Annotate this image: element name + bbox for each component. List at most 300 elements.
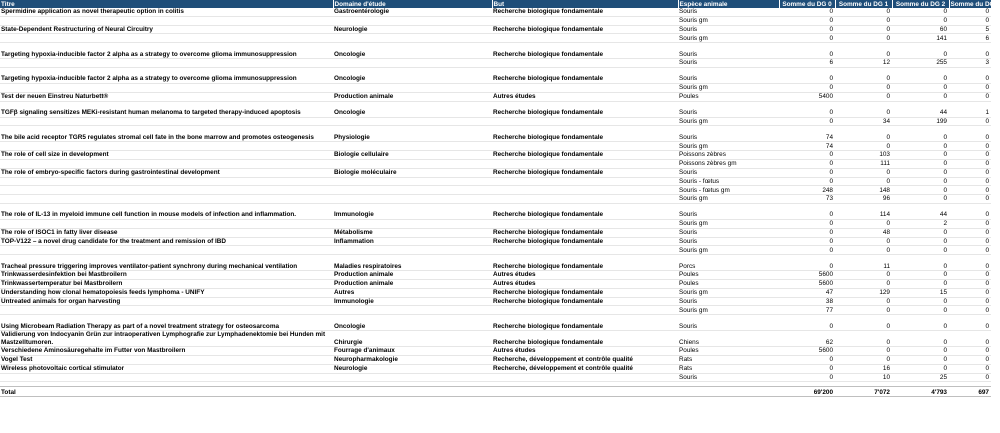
dg3-cell: 0: [949, 142, 991, 151]
dg2-cell: 0: [892, 237, 949, 246]
dg0-cell: 0: [779, 151, 835, 160]
title-cell: [0, 219, 333, 228]
title-cell: The role of IL-13 in myeloid immune cell function in mouse models of infection and inflammation.: [0, 203, 333, 219]
title-cell: [0, 186, 333, 195]
header-espece[interactable]: Espèce animale: [678, 0, 779, 8]
table-row[interactable]: [0, 101, 991, 117]
total-dg0: 69'200: [779, 387, 835, 397]
dg1-cell: 0: [835, 246, 892, 255]
title-cell: [0, 34, 333, 43]
domain-cell: Oncologie: [333, 43, 492, 59]
species-cell: Souris: [678, 228, 779, 237]
table-row[interactable]: [0, 126, 991, 142]
dg1-cell: 0: [835, 101, 892, 117]
dg0-cell: 0: [779, 255, 835, 271]
domain-cell: Neurologie: [333, 25, 492, 34]
species-cell: Souris: [678, 126, 779, 142]
dg2-cell: 0: [892, 195, 949, 204]
title-cell: [0, 83, 333, 92]
title-cell: [0, 159, 333, 168]
header-dg0[interactable]: Somme du DG 0: [779, 0, 835, 8]
dg0-cell: 0: [779, 83, 835, 92]
table-row[interactable]: [0, 117, 991, 126]
domain-cell: Gastroentérologie: [333, 8, 492, 16]
species-cell: Poules: [678, 271, 779, 280]
goal-cell: [492, 16, 678, 25]
dg0-cell: 0: [779, 219, 835, 228]
dg0-cell: 0: [779, 237, 835, 246]
species-cell: Chiens: [678, 331, 779, 347]
dg3-cell: 5: [949, 25, 991, 34]
domain-cell: [333, 34, 492, 43]
dg2-cell: 44: [892, 203, 949, 219]
dg0-cell: 74: [779, 142, 835, 151]
dg0-cell: 0: [779, 16, 835, 25]
dg2-cell: 0: [892, 8, 949, 16]
dg1-cell: 0: [835, 306, 892, 315]
dg2-cell: 0: [892, 279, 949, 288]
domain-cell: Autres: [333, 288, 492, 297]
dg2-cell: 0: [892, 159, 949, 168]
species-cell: Souris: [678, 67, 779, 83]
table-row[interactable]: [0, 288, 991, 297]
goal-cell: Recherche biologique fondamentale: [492, 297, 678, 306]
dg1-cell: 0: [835, 168, 892, 177]
dg1-cell: 12: [835, 59, 892, 68]
dg3-cell: 0: [949, 373, 991, 382]
dg1-cell: 129: [835, 288, 892, 297]
dg1-cell: 0: [835, 34, 892, 43]
dg0-cell: 0: [779, 355, 835, 364]
species-cell: Souris: [678, 8, 779, 16]
table-row[interactable]: [0, 177, 991, 186]
goal-cell: [492, 159, 678, 168]
dg1-cell: 114: [835, 203, 892, 219]
dg0-cell: 0: [779, 168, 835, 177]
species-cell: Souris: [678, 59, 779, 68]
goal-cell: Recherche biologique fondamentale: [492, 203, 678, 219]
dg0-cell: 0: [779, 315, 835, 331]
dg3-cell: 0: [949, 159, 991, 168]
goal-cell: Recherche, développement et contrôle qualité: [492, 364, 678, 373]
dg1-cell: 34: [835, 117, 892, 126]
species-cell: Souris - fœtus: [678, 177, 779, 186]
species-cell: Souris: [678, 43, 779, 59]
goal-cell: [492, 59, 678, 68]
dg2-cell: 0: [892, 331, 949, 347]
domain-cell: Biologie cellulaire: [333, 151, 492, 160]
dg2-cell: 0: [892, 126, 949, 142]
goal-cell: [492, 186, 678, 195]
dg1-cell: 0: [835, 8, 892, 16]
dg2-cell: 0: [892, 186, 949, 195]
species-cell: Souris: [678, 297, 779, 306]
header-dg2[interactable]: Somme du DG 2: [892, 0, 949, 8]
table-row[interactable]: [0, 186, 991, 195]
species-cell: Souris gm: [678, 117, 779, 126]
domain-cell: [333, 59, 492, 68]
dg0-cell: 5400: [779, 92, 835, 101]
goal-cell: Recherche biologique fondamentale: [492, 151, 678, 160]
table-row[interactable]: [0, 67, 991, 83]
species-cell: Poules: [678, 92, 779, 101]
dg1-cell: 0: [835, 331, 892, 347]
table-row[interactable]: [0, 151, 991, 160]
species-cell: Souris gm: [678, 83, 779, 92]
table-header: [0, 0, 1000, 8]
dg0-cell: 0: [779, 43, 835, 59]
dg3-cell: 0: [949, 228, 991, 237]
domain-cell: [333, 16, 492, 25]
domain-cell: Oncologie: [333, 315, 492, 331]
domain-cell: Fourrage d'animaux: [333, 347, 492, 356]
dg0-cell: 38: [779, 297, 835, 306]
domain-cell: Oncologie: [333, 101, 492, 117]
dg2-cell: 141: [892, 34, 949, 43]
domain-cell: [333, 159, 492, 168]
dg0-cell: 77: [779, 306, 835, 315]
dg2-cell: 0: [892, 151, 949, 160]
table-row[interactable]: [0, 306, 991, 315]
goal-cell: [492, 83, 678, 92]
dg1-cell: 48: [835, 228, 892, 237]
domain-cell: [333, 83, 492, 92]
species-cell: Souris: [678, 237, 779, 246]
species-cell: Rats: [678, 364, 779, 373]
header-titre[interactable]: Titre: [0, 0, 333, 8]
domain-cell: Biologie moléculaire: [333, 168, 492, 177]
dg1-cell: 0: [835, 16, 892, 25]
table-row[interactable]: [0, 195, 991, 204]
goal-cell: [492, 219, 678, 228]
dg0-cell: 6: [779, 59, 835, 68]
dg1-cell: 0: [835, 142, 892, 151]
table-row[interactable]: [0, 8, 991, 16]
goal-cell: Recherche biologique fondamentale: [492, 228, 678, 237]
dg1-cell: 0: [835, 297, 892, 306]
dg3-cell: 1: [949, 101, 991, 117]
dg0-cell: 0: [779, 67, 835, 83]
dg2-cell: 0: [892, 43, 949, 59]
dg3-cell: 0: [949, 331, 991, 347]
table-row[interactable]: [0, 92, 991, 101]
species-cell: Porcs: [678, 255, 779, 271]
dg3-cell: 0: [949, 117, 991, 126]
dg2-cell: 0: [892, 83, 949, 92]
domain-cell: [333, 177, 492, 186]
dg1-cell: 0: [835, 315, 892, 331]
table-row[interactable]: [0, 34, 991, 43]
domain-cell: Physiologie: [333, 126, 492, 142]
dg2-cell: 0: [892, 142, 949, 151]
goal-cell: Recherche biologique fondamentale: [492, 168, 678, 177]
header-dg3[interactable]: Somme du DG 3: [950, 0, 1000, 8]
title-cell: Wireless photovoltaic cortical stimulator: [0, 364, 333, 373]
dg0-cell: 5600: [779, 271, 835, 280]
species-cell: Poissons zèbres gm: [678, 159, 779, 168]
goal-cell: Autres études: [492, 347, 678, 356]
domain-cell: Production animale: [333, 271, 492, 280]
table-row[interactable]: [0, 142, 991, 151]
table-row[interactable]: [0, 168, 991, 177]
dg0-cell: 0: [779, 373, 835, 382]
dg3-cell: 0: [949, 315, 991, 331]
dg2-cell: 0: [892, 364, 949, 373]
title-cell: Validierung von Indocyanin Grün zur intraoperativen Lymphografie zur Lymphadenektomie bei Hunden mit Mastzelltumoren.: [0, 331, 333, 347]
species-cell: Souris gm: [678, 142, 779, 151]
title-cell: Understanding how clonal hematopoiesis feeds lymphoma - UNIFY: [0, 288, 333, 297]
species-cell: Rats: [678, 355, 779, 364]
species-cell: Souris gm: [678, 16, 779, 25]
dg1-cell: 148: [835, 186, 892, 195]
dg1-cell: 16: [835, 364, 892, 373]
dg0-cell: 62: [779, 331, 835, 347]
goal-cell: Recherche biologique fondamentale: [492, 288, 678, 297]
domain-cell: Immunologie: [333, 203, 492, 219]
goal-cell: [492, 373, 678, 382]
species-cell: Souris: [678, 315, 779, 331]
dg1-cell: 0: [835, 347, 892, 356]
table-row[interactable]: [0, 297, 991, 306]
goal-cell: Autres études: [492, 92, 678, 101]
dg3-cell: 0: [949, 255, 991, 271]
table-row[interactable]: [0, 25, 991, 34]
dg2-cell: 199: [892, 117, 949, 126]
species-cell: Poules: [678, 279, 779, 288]
dg0-cell: 5600: [779, 347, 835, 356]
dg3-cell: 0: [949, 16, 991, 25]
dg1-cell: 0: [835, 271, 892, 280]
dg2-cell: 0: [892, 297, 949, 306]
dg2-cell: 0: [892, 177, 949, 186]
dg0-cell: 0: [779, 203, 835, 219]
table-row[interactable]: [0, 364, 991, 373]
goal-cell: [492, 177, 678, 186]
dg1-cell: 10: [835, 373, 892, 382]
table-row[interactable]: [0, 355, 991, 364]
goal-cell: Recherche biologique fondamentale: [492, 8, 678, 16]
goal-cell: Recherche biologique fondamentale: [492, 43, 678, 59]
table-row[interactable]: [0, 373, 991, 382]
dg2-cell: 0: [892, 347, 949, 356]
table-row[interactable]: [0, 219, 991, 228]
title-cell: [0, 16, 333, 25]
title-cell: The role of cell size in development: [0, 151, 333, 160]
table-row[interactable]: [0, 43, 991, 59]
title-cell: [0, 117, 333, 126]
goal-cell: [492, 142, 678, 151]
title-cell: TGFβ signaling sensitizes MEKi-resistant human melanoma to targeted therapy-induced apoptosis: [0, 101, 333, 117]
table-row[interactable]: [0, 16, 991, 25]
title-cell: TOP-V122 – a novel drug candidate for the treatment and remission of IBD: [0, 237, 333, 246]
dg3-cell: 0: [949, 67, 991, 83]
total-label: Total: [0, 387, 333, 397]
dg3-cell: 0: [949, 347, 991, 356]
dg3-cell: 0: [949, 355, 991, 364]
table-row[interactable]: [0, 228, 991, 237]
dg3-cell: 0: [949, 83, 991, 92]
dg3-cell: 0: [949, 151, 991, 160]
total-espece-cell: [678, 387, 779, 397]
dg3-cell: 0: [949, 297, 991, 306]
dg2-cell: 25: [892, 373, 949, 382]
title-cell: [0, 373, 333, 382]
goal-cell: Recherche biologique fondamentale: [492, 25, 678, 34]
species-cell: Souris: [678, 101, 779, 117]
dg0-cell: 0: [779, 101, 835, 117]
dg3-cell: 0: [949, 168, 991, 177]
dg3-cell: 0: [949, 203, 991, 219]
dg0-cell: 0: [779, 246, 835, 255]
total-dg1: 7'072: [835, 387, 892, 397]
dg0-cell: 0: [779, 8, 835, 16]
table-row[interactable]: [0, 331, 991, 347]
header-domaine[interactable]: Domaine d'étude: [333, 0, 492, 8]
dg2-cell: 0: [892, 255, 949, 271]
goal-cell: Recherche biologique fondamentale: [492, 101, 678, 117]
table-row[interactable]: [0, 83, 991, 92]
domain-cell: Neuropharmakologie: [333, 355, 492, 364]
title-cell: Spermidine application as novel therapeutic option in colitis: [0, 8, 333, 16]
table-row[interactable]: [0, 255, 991, 271]
dg3-cell: 0: [949, 364, 991, 373]
species-cell: Souris: [678, 373, 779, 382]
dg1-cell: 0: [835, 237, 892, 246]
dg3-cell: 0: [949, 288, 991, 297]
dg3-cell: 6: [949, 34, 991, 43]
dg0-cell: 0: [779, 25, 835, 34]
domain-cell: [333, 117, 492, 126]
title-cell: The bile acid receptor TGR5 regulates stromal cell fate in the bone marrow and promotes osteogenesis: [0, 126, 333, 142]
species-cell: Souris gm: [678, 288, 779, 297]
species-cell: Souris gm: [678, 219, 779, 228]
goal-cell: Recherche biologique fondamentale: [492, 237, 678, 246]
dg2-cell: 0: [892, 306, 949, 315]
table-row[interactable]: [0, 315, 991, 331]
domain-cell: Oncologie: [333, 67, 492, 83]
total-domaine-cell: [333, 387, 492, 397]
title-cell: Vogel Test: [0, 355, 333, 364]
title-cell: Test der neuen Einstreu Naturbett®: [0, 92, 333, 101]
dg1-cell: 0: [835, 219, 892, 228]
dg2-cell: 0: [892, 315, 949, 331]
dg3-cell: 0: [949, 126, 991, 142]
goal-cell: Recherche, développement et contrôle qualité: [492, 355, 678, 364]
domain-cell: [333, 219, 492, 228]
dg2-cell: 0: [892, 16, 949, 25]
goal-cell: Autres études: [492, 271, 678, 280]
species-cell: Souris gm: [678, 246, 779, 255]
table-row[interactable]: [0, 203, 991, 219]
dg2-cell: 0: [892, 67, 949, 83]
title-cell: Verschiedene Aminosäuregehalte im Futter von Mastbroilern: [0, 347, 333, 356]
dg2-cell: 60: [892, 25, 949, 34]
title-cell: Targeting hypoxia-inducible factor 2 alpha as a strategy to overcome glioma immunosuppression: [0, 67, 333, 83]
domain-cell: Maladies respiratoires: [333, 255, 492, 271]
dg0-cell: 0: [779, 159, 835, 168]
dg0-cell: 0: [779, 117, 835, 126]
title-cell: [0, 195, 333, 204]
table-row[interactable]: [0, 347, 991, 356]
dg1-cell: 111: [835, 159, 892, 168]
species-cell: Souris gm: [678, 34, 779, 43]
domain-cell: Production animale: [333, 279, 492, 288]
title-cell: Targeting hypoxia-inducible factor 2 alpha as a strategy to overcome glioma immunosuppression: [0, 43, 333, 59]
dg1-cell: 0: [835, 177, 892, 186]
dg0-cell: 74: [779, 126, 835, 142]
dg0-cell: 248: [779, 186, 835, 195]
dg2-cell: 15: [892, 288, 949, 297]
dg3-cell: 0: [949, 237, 991, 246]
header-but[interactable]: But: [492, 0, 678, 8]
species-cell: Souris gm: [678, 306, 779, 315]
table-row[interactable]: [0, 159, 991, 168]
dg0-cell: 73: [779, 195, 835, 204]
title-cell: The role of embryo-specific factors during gastrointestinal development: [0, 168, 333, 177]
dg0-cell: 47: [779, 288, 835, 297]
goal-cell: Recherche biologique fondamentale: [492, 315, 678, 331]
dg1-cell: 96: [835, 195, 892, 204]
title-cell: Untreated animals for organ harvesting: [0, 297, 333, 306]
goal-cell: Recherche biologique fondamentale: [492, 126, 678, 142]
dg0-cell: 0: [779, 34, 835, 43]
table-row[interactable]: [0, 237, 991, 246]
title-cell: [0, 306, 333, 315]
dg3-cell: 0: [949, 92, 991, 101]
dg1-cell: 0: [835, 92, 892, 101]
header-dg1[interactable]: Somme du DG 1: [835, 0, 892, 8]
goal-cell: Recherche biologique fondamentale: [492, 331, 678, 347]
dg3-cell: 3: [949, 59, 991, 68]
total-row[interactable]: [0, 387, 991, 397]
domain-cell: Inflammation: [333, 237, 492, 246]
title-cell: The role of ISOC1 in fatty liver disease: [0, 228, 333, 237]
goal-cell: [492, 246, 678, 255]
dg3-cell: 0: [949, 246, 991, 255]
dg2-cell: 0: [892, 92, 949, 101]
species-cell: Souris gm: [678, 195, 779, 204]
domain-cell: Immunologie: [333, 297, 492, 306]
domain-cell: Neurologie: [333, 364, 492, 373]
domain-cell: Production animale: [333, 92, 492, 101]
title-cell: [0, 59, 333, 68]
title-cell: Trinkwassertemperatur bei Mastbroilern: [0, 279, 333, 288]
species-cell: Souris: [678, 203, 779, 219]
title-cell: [0, 177, 333, 186]
dg2-cell: 255: [892, 59, 949, 68]
domain-cell: [333, 373, 492, 382]
species-cell: Souris: [678, 25, 779, 34]
title-cell: State-Dependent Restructuring of Neural Circuitry: [0, 25, 333, 34]
title-cell: Using Microbeam Radiation Therapy as part of a novel treatment strategy for osteosarcoma: [0, 315, 333, 331]
dg3-cell: 0: [949, 279, 991, 288]
dg3-cell: 0: [949, 306, 991, 315]
table-row[interactable]: [0, 271, 991, 280]
goal-cell: [492, 195, 678, 204]
title-cell: [0, 142, 333, 151]
table-row[interactable]: [0, 246, 991, 255]
domain-cell: Chirurgie: [333, 331, 492, 347]
total-dg2: 4'793: [892, 387, 949, 397]
table-row[interactable]: [0, 59, 991, 68]
dg0-cell: 0: [779, 364, 835, 373]
species-cell: Poules: [678, 347, 779, 356]
dg1-cell: 0: [835, 355, 892, 364]
dg2-cell: 0: [892, 228, 949, 237]
table-row[interactable]: [0, 279, 991, 288]
dg3-cell: 0: [949, 271, 991, 280]
dg2-cell: 0: [892, 355, 949, 364]
